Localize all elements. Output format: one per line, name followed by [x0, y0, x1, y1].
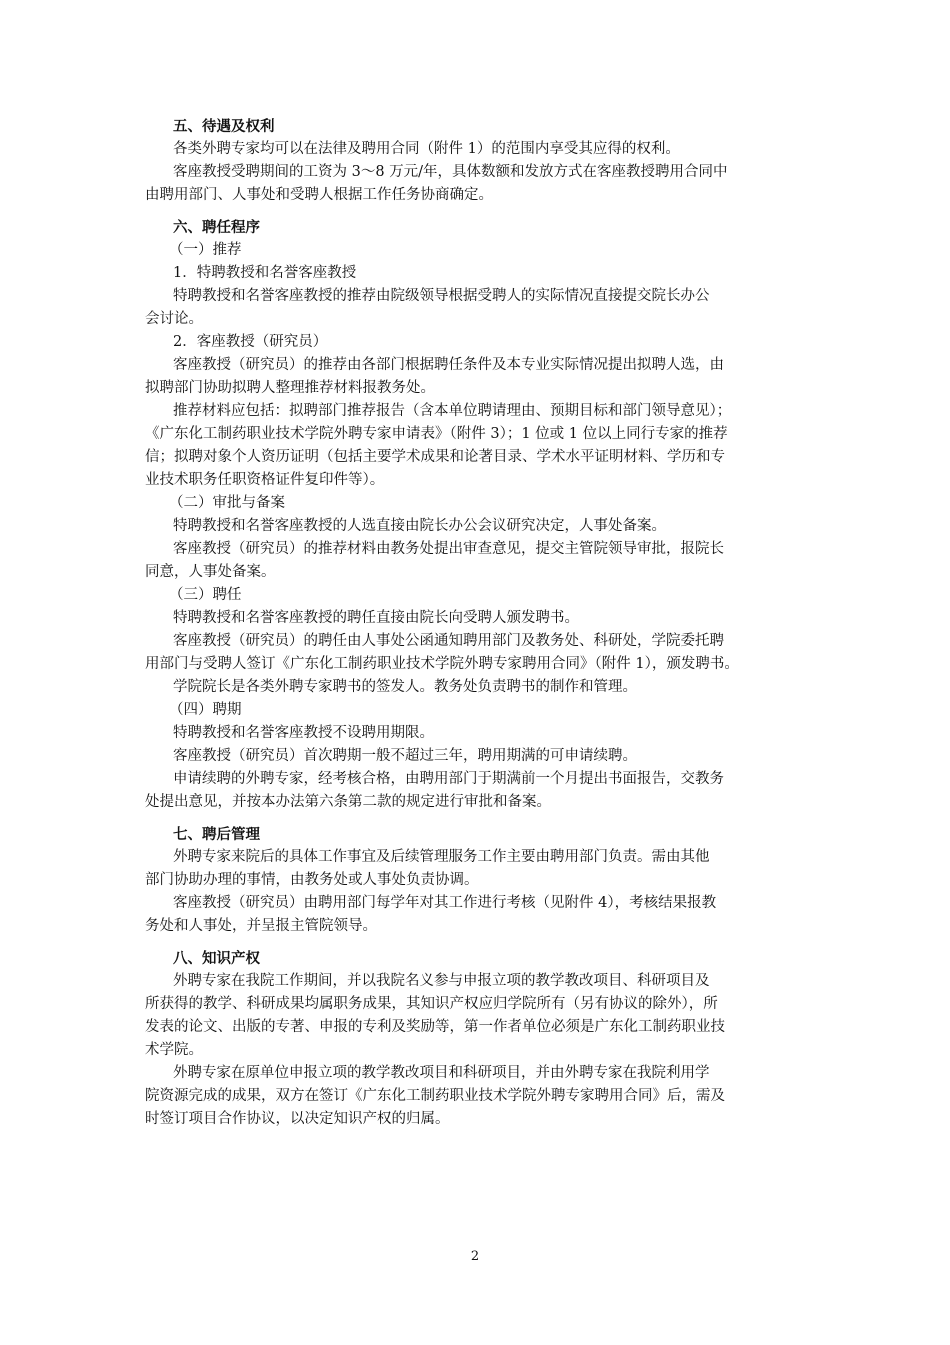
text-line: 客座教授（研究员）首次聘期一般不超过三年，聘用期满的可申请续聘。	[173, 748, 637, 764]
section	[145, 116, 805, 207]
section-heading: 六、聘任程序	[173, 220, 260, 236]
text-line: 1．特聘教授和名誉客座教授	[173, 265, 357, 281]
text-line: 2．客座教授（研究员）	[173, 334, 328, 350]
text-line: 外聘专家在我院工作期间，并以我院名义参与申报立项的教学教改项目、科研项目及	[173, 973, 710, 989]
text-line: 发表的论文、出版的专著、申报的专利及奖励等，第一作者单位必须是广东化工制药职业技	[145, 1019, 725, 1035]
text-line: 由聘用部门、人事处和受聘人根据工作任务协商确定。	[145, 187, 493, 203]
text-line: 学院院长是各类外聘专家聘书的签发人。教务处负责聘书的制作和管理。	[173, 679, 637, 695]
text-line: 《广东化工制药职业技术学院外聘专家申请表》（附件 3）；1 位或 1 位以上同行专家的推荐	[145, 426, 728, 442]
text-line: 外聘专家来院后的具体工作事宜及后续管理服务工作主要由聘用部门负责。需由其他	[173, 849, 710, 865]
text-line: 申请续聘的外聘专家，经考核合格，由聘用部门于期满前一个月提出书面报告，交教务	[173, 771, 724, 787]
text-line: 同意，人事处备案。	[145, 564, 276, 580]
text-line: 推荐材料应包括：拟聘部门推荐报告（含本单位聘请理由、预期目标和部门领导意见）；	[173, 403, 732, 419]
section	[145, 948, 805, 1131]
section	[145, 824, 805, 938]
text-line: 业技术职务任职资格证件复印件等）。	[145, 472, 385, 488]
text-line: 拟聘部门协助拟聘人整理推荐材料报教务处。	[145, 380, 435, 396]
text-line: 客座教授（研究员）的推荐材料由教务处提出审查意见，提交主管院领导审批，报院长	[173, 541, 724, 557]
section-heading: 八、知识产权	[173, 951, 260, 967]
text-line: 信；拟聘对象个人资历证明（包括主要学术成果和论著目录、学术水平证明材料、学历和专	[145, 449, 725, 465]
document-body	[145, 116, 805, 1131]
text-line: 务处和人事处，并呈报主管院领导。	[145, 918, 377, 934]
text-line: 客座教授（研究员）由聘用部门每学年对其工作进行考核（见附件 4），考核结果报教	[173, 895, 717, 911]
text-line: 术学院。	[145, 1042, 203, 1058]
text-line: 客座教授（研究员）的聘任由人事处公函通知聘用部门及教务处、科研处，学院委托聘	[173, 633, 724, 649]
text-line: 特聘教授和名誉客座教授不设聘用期限。	[173, 725, 434, 741]
text-line: 客座教授受聘期间的工资为 3～8 万元/年，具体数额和发放方式在客座教授聘用合同中	[173, 164, 728, 180]
text-line: 会讨论。	[145, 311, 203, 327]
text-line: （四）聘期	[169, 702, 242, 718]
section-heading: 五、待遇及权利	[173, 119, 275, 135]
text-line: 外聘专家在原单位申报立项的教学教改项目和科研项目，并由外聘专家在我院利用学	[173, 1065, 710, 1081]
text-line: （一）推荐	[169, 242, 242, 258]
text-line: 部门协助办理的事情，由教务处或人事处负责协调。	[145, 872, 479, 888]
text-line: 客座教授（研究员）的推荐由各部门根据聘任条件及本专业实际情况提出拟聘人选，由	[173, 357, 724, 373]
text-line: 院资源完成的成果，双方在签订《广东化工制药职业技术学院外聘专家聘用合同》后，需及	[145, 1088, 725, 1104]
text-line: 特聘教授和名誉客座教授的人选直接由院长办公会议研究决定，人事处备案。	[173, 518, 666, 534]
section	[145, 217, 805, 814]
text-line: 特聘教授和名誉客座教授的聘任直接由院长向受聘人颁发聘书。	[173, 610, 579, 626]
section-spacer	[145, 814, 805, 824]
page-number: 2	[470, 1249, 480, 1264]
text-line: （三）聘任	[169, 587, 242, 603]
text-line: 时签订项目合作协议，以决定知识产权的归属。	[145, 1111, 450, 1127]
text-line: 各类外聘专家均可以在法律及聘用合同（附件 1）的范围内享受其应得的权利。	[173, 141, 680, 157]
section-spacer	[145, 207, 805, 217]
text-line: 所获得的教学、科研成果均属职务成果，其知识产权应归学院所有（另有协议的除外），所	[145, 996, 718, 1012]
text-line: （二）审批与备案	[169, 495, 285, 511]
text-line: 特聘教授和名誉客座教授的推荐由院级领导根据受聘人的实际情况直接提交院长办公	[173, 288, 710, 304]
text-line: 处提出意见，并按本办法第六条第二款的规定进行审批和备案。	[145, 794, 551, 810]
section-spacer	[145, 938, 805, 948]
text-line: 用部门与受聘人签订《广东化工制药职业技术学院外聘专家聘用合同》（附件 1），颁发聘书。	[145, 656, 739, 672]
section-heading: 七、聘后管理	[173, 827, 260, 843]
